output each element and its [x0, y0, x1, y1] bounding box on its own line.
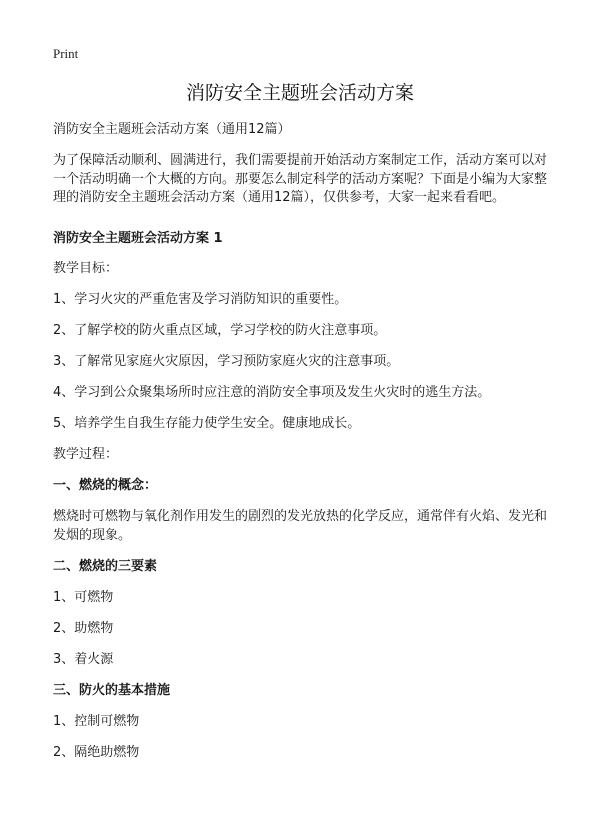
list-item: 2、了解学校的防火重点区域，学习学校的防火注意事项。	[53, 322, 387, 338]
page-title: 消防安全主题班会活动方案	[185, 82, 414, 104]
list-item: 2、隔绝助燃物	[53, 744, 140, 760]
list-item: 1、学习火灾的严重危害及学习消防知识的重要性。	[53, 291, 348, 307]
document-subtitle: 消防安全主题班会活动方案（通用12篇）	[53, 122, 291, 137]
part-paragraph: 燃烧时可燃物与氧化剂作用发生的剧烈的发光放热的化学反应，通常伴有火焰、发光和发烟的现象。	[53, 508, 548, 543]
part-heading: 二、燃烧的三要素	[53, 558, 158, 574]
list-item: 1、可燃物	[53, 589, 114, 605]
list-item: 2、助燃物	[53, 620, 114, 636]
intro-paragraph: 为了保障活动顺利、圆满进行，我们需要提前开始活动方案制定工作，活动方案可以对一个活动明确一个大概的方向。那要怎么制定科学的活动方案呢？下面是小编为大家整理的消防安全主题班会活动方案（通用12篇），仅供参考，大家一起来看看吧。	[53, 153, 548, 205]
list-item: 4、学习到公众聚集场所时应注意的消防安全事项及发生火灾时的逃生方法。	[53, 384, 491, 400]
print-link[interactable]: Print	[53, 46, 79, 61]
section-heading: 消防安全主题班会活动方案 1	[53, 230, 223, 246]
document-body	[53, 120, 553, 774]
list-item: 3、着火源	[53, 651, 114, 667]
list-item: 3、了解常见家庭火灾原因，学习预防家庭火灾的注意事项。	[53, 353, 400, 369]
part-heading: 一、燃烧的概念：	[53, 477, 158, 493]
list-item: 5、培养学生自我生存能力使学生安全。健康地成长。	[53, 415, 361, 431]
list-item: 1、控制可燃物	[53, 713, 140, 729]
process-label: 教学过程：	[53, 446, 119, 462]
goals-label: 教学目标：	[53, 260, 119, 276]
part-heading: 三、防火的基本措施	[53, 682, 171, 698]
